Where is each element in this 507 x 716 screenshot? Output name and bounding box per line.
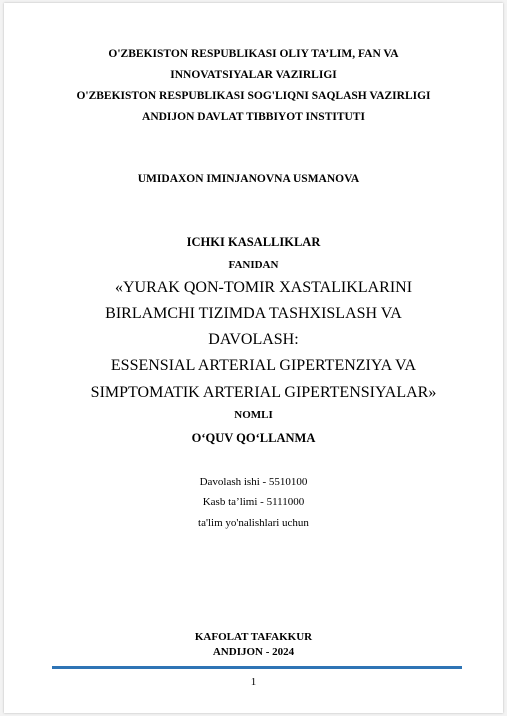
- document-page: [4, 3, 503, 713]
- publisher-name: KAFOLAT TAFAKKUR: [194, 631, 313, 643]
- page-number: 1: [250, 676, 257, 688]
- title-line-5: SIMPTOMATIK ARTERIAL GIPERTENSIYALAR»: [90, 384, 437, 401]
- ministry-line-3: O'ZBEKISTON RESPUBLIKASI SOG'LIQNI SAQLASH VAZIRLIGI: [76, 90, 431, 102]
- ministry-line-2: INNOVATSIYALAR VAZIRLIGI: [170, 69, 337, 81]
- specialty-line-2: Kasb ta’limi - 5111000: [202, 496, 305, 508]
- title-line-2: BIRLAMCHI TIZIMDA TASHXISLASH VA: [105, 305, 402, 322]
- institute-name: ANDIJON DAVLAT TIBBIYOT INSTITUTI: [142, 111, 365, 123]
- footer-rule: [52, 666, 462, 669]
- subject-suffix: FANIDAN: [228, 259, 279, 271]
- author-name: UMIDAXON IMINJANOVNA USMANOVA: [137, 173, 360, 185]
- subject-name: ICHKI KASALLIKLAR: [186, 235, 321, 249]
- document-type: O‘QUV QO‘LLANMA: [191, 431, 316, 445]
- publisher-city-year: ANDIJON - 2024: [212, 646, 295, 658]
- specialty-line-3: ta'lim yo'nalishlari uchun: [198, 517, 309, 529]
- title-line-3: DAVOLASH:: [208, 331, 299, 348]
- title-line-4: ESSENSIAL ARTERIAL GIPERTENZIYA VA: [110, 357, 417, 374]
- title-line-1: «YURAK QON-TOMIR XASTALIKLARINI: [114, 279, 413, 296]
- specialty-line-1: Davolash ishi - 5510100: [199, 476, 308, 488]
- ministry-line-1: O'ZBEKISTON RESPUBLIKASI OLIY TA’LIM, FAN VA: [108, 48, 399, 60]
- nomli-label: NOMLI: [234, 409, 273, 421]
